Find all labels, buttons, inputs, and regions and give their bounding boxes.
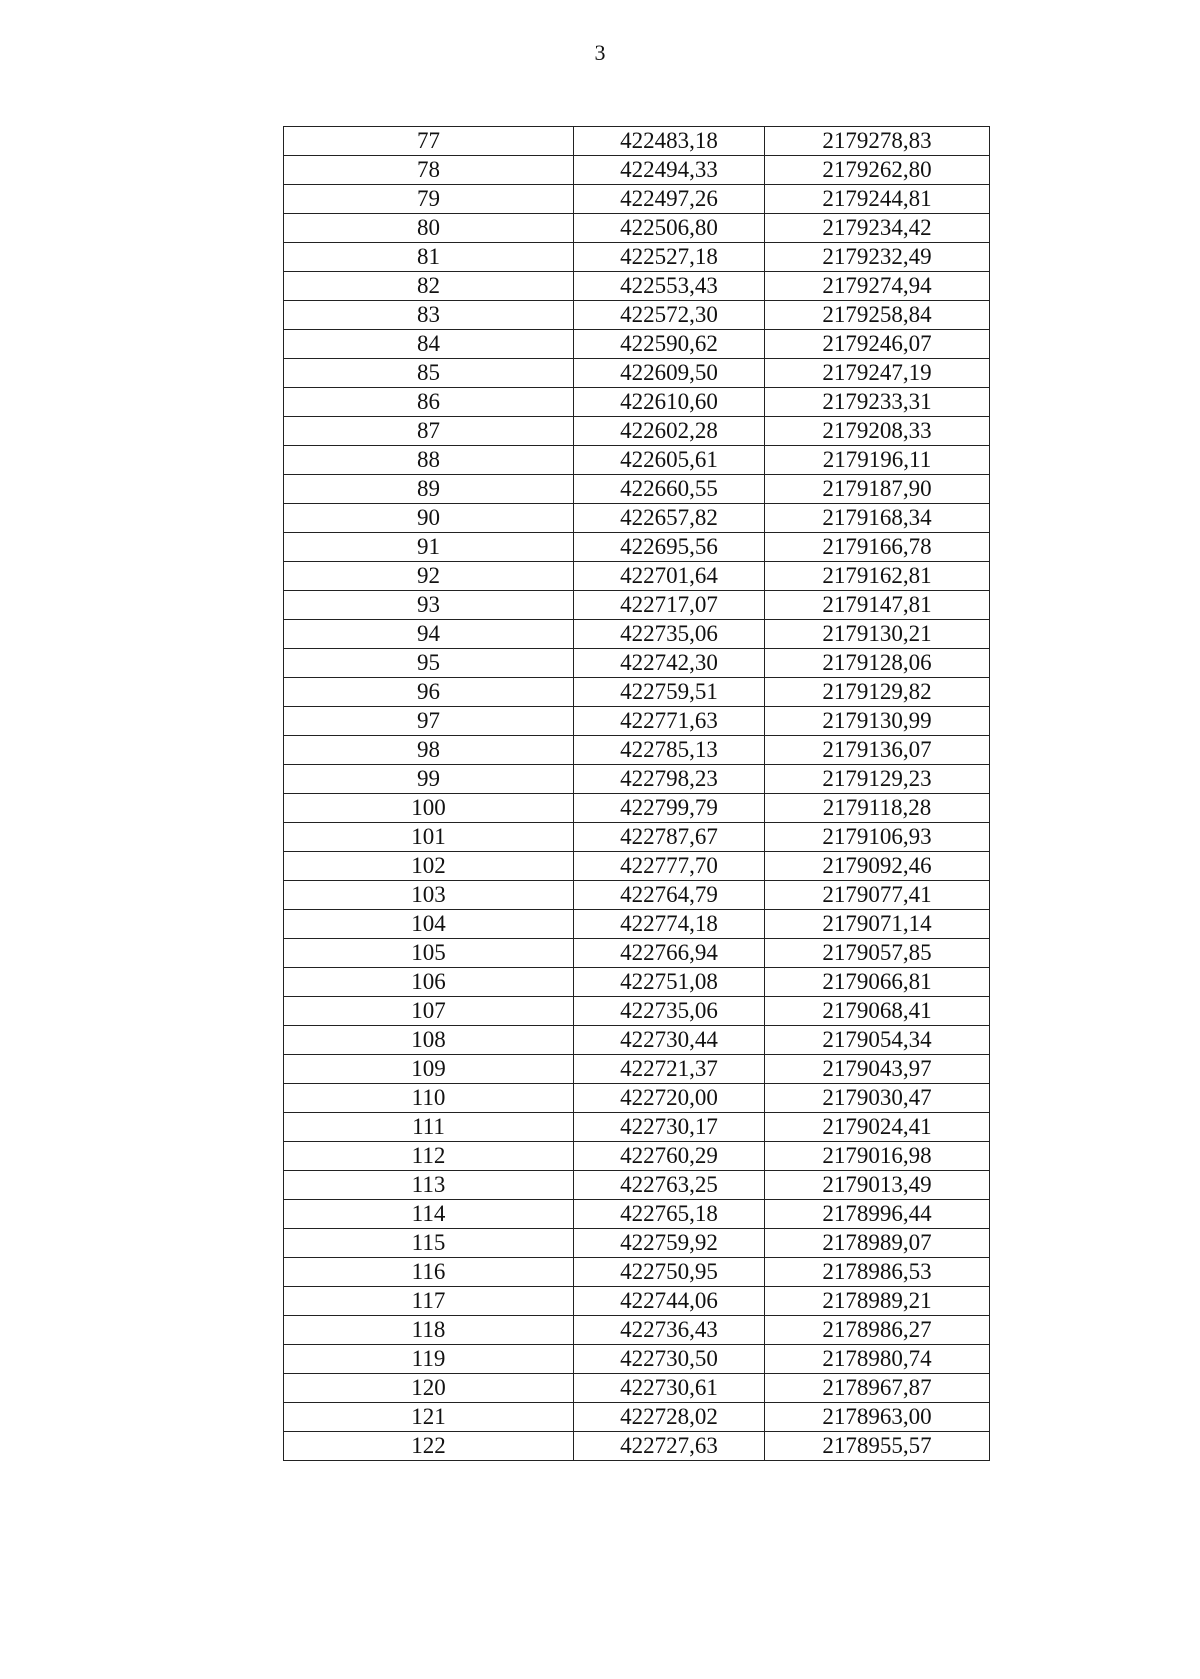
table-row: [284, 1316, 990, 1345]
point-number-cell: 112: [284, 1142, 574, 1171]
table-row: [284, 1084, 990, 1113]
table-row: [284, 968, 990, 997]
table-row: [284, 156, 990, 185]
point-number-cell: 115: [284, 1229, 574, 1258]
x-coordinate-cell: 422720,00: [574, 1084, 765, 1113]
point-number-cell: 79: [284, 185, 574, 214]
point-number-cell: 77: [284, 127, 574, 156]
x-coordinate-cell: 422590,62: [574, 330, 765, 359]
y-coordinate-cell: 2179043,97: [765, 1055, 990, 1084]
table-row: [284, 475, 990, 504]
x-coordinate-cell: 422766,94: [574, 939, 765, 968]
table-row: [284, 881, 990, 910]
x-coordinate-cell: 422763,25: [574, 1171, 765, 1200]
y-coordinate-cell: 2179106,93: [765, 823, 990, 852]
x-coordinate-cell: 422605,61: [574, 446, 765, 475]
point-number-cell: 103: [284, 881, 574, 910]
y-coordinate-cell: 2178967,87: [765, 1374, 990, 1403]
x-coordinate-cell: 422751,08: [574, 968, 765, 997]
table-row: [284, 1374, 990, 1403]
point-number-cell: 83: [284, 301, 574, 330]
table-row: [284, 910, 990, 939]
x-coordinate-cell: 422730,50: [574, 1345, 765, 1374]
table-row: [284, 127, 990, 156]
x-coordinate-cell: 422730,44: [574, 1026, 765, 1055]
x-coordinate-cell: 422727,63: [574, 1432, 765, 1461]
table-row: [284, 823, 990, 852]
table-row: [284, 620, 990, 649]
point-number-cell: 106: [284, 968, 574, 997]
point-number-cell: 121: [284, 1403, 574, 1432]
x-coordinate-cell: 422728,02: [574, 1403, 765, 1432]
x-coordinate-cell: 422759,92: [574, 1229, 765, 1258]
y-coordinate-cell: 2179233,31: [765, 388, 990, 417]
table-row: [284, 1403, 990, 1432]
y-coordinate-cell: 2179024,41: [765, 1113, 990, 1142]
x-coordinate-cell: 422602,28: [574, 417, 765, 446]
y-coordinate-cell: 2179187,90: [765, 475, 990, 504]
point-number-cell: 111: [284, 1113, 574, 1142]
point-number-cell: 102: [284, 852, 574, 881]
x-coordinate-cell: 422787,67: [574, 823, 765, 852]
x-coordinate-cell: 422765,18: [574, 1200, 765, 1229]
x-coordinate-cell: 422527,18: [574, 243, 765, 272]
y-coordinate-cell: 2179118,28: [765, 794, 990, 823]
table-row: [284, 533, 990, 562]
table-row: [284, 504, 990, 533]
x-coordinate-cell: 422506,80: [574, 214, 765, 243]
y-coordinate-cell: 2179016,98: [765, 1142, 990, 1171]
table-row: [284, 707, 990, 736]
table-row: [284, 1142, 990, 1171]
point-number-cell: 105: [284, 939, 574, 968]
point-number-cell: 104: [284, 910, 574, 939]
table-row: [284, 214, 990, 243]
y-coordinate-cell: 2179057,85: [765, 939, 990, 968]
table-row: [284, 185, 990, 214]
y-coordinate-cell: 2179054,34: [765, 1026, 990, 1055]
table-row: [284, 765, 990, 794]
table-row: [284, 562, 990, 591]
table-row: [284, 1200, 990, 1229]
point-number-cell: 87: [284, 417, 574, 446]
y-coordinate-cell: 2179071,14: [765, 910, 990, 939]
x-coordinate-cell: 422744,06: [574, 1287, 765, 1316]
point-number-cell: 113: [284, 1171, 574, 1200]
point-number-cell: 90: [284, 504, 574, 533]
x-coordinate-cell: 422735,06: [574, 620, 765, 649]
x-coordinate-cell: 422721,37: [574, 1055, 765, 1084]
table-row: [284, 997, 990, 1026]
table-row: [284, 1055, 990, 1084]
y-coordinate-cell: 2178955,57: [765, 1432, 990, 1461]
point-number-cell: 86: [284, 388, 574, 417]
point-number-cell: 101: [284, 823, 574, 852]
y-coordinate-cell: 2179129,23: [765, 765, 990, 794]
table-row: [284, 1229, 990, 1258]
x-coordinate-cell: 422771,63: [574, 707, 765, 736]
x-coordinate-cell: 422785,13: [574, 736, 765, 765]
page-number: 3: [594, 40, 606, 65]
x-coordinate-cell: 422695,56: [574, 533, 765, 562]
point-number-cell: 88: [284, 446, 574, 475]
x-coordinate-cell: 422609,50: [574, 359, 765, 388]
y-coordinate-cell: 2179247,19: [765, 359, 990, 388]
y-coordinate-cell: 2179030,47: [765, 1084, 990, 1113]
y-coordinate-cell: 2179162,81: [765, 562, 990, 591]
table-row: [284, 1432, 990, 1461]
point-number-cell: 95: [284, 649, 574, 678]
point-number-cell: 96: [284, 678, 574, 707]
y-coordinate-cell: 2178986,53: [765, 1258, 990, 1287]
coordinates-table: [283, 126, 990, 1461]
x-coordinate-cell: 422610,60: [574, 388, 765, 417]
point-number-cell: 107: [284, 997, 574, 1026]
point-number-cell: 108: [284, 1026, 574, 1055]
x-coordinate-cell: 422657,82: [574, 504, 765, 533]
table-row: [284, 359, 990, 388]
coordinates-table-body: [284, 127, 990, 1461]
y-coordinate-cell: 2178980,74: [765, 1345, 990, 1374]
y-coordinate-cell: 2179234,42: [765, 214, 990, 243]
y-coordinate-cell: 2179246,07: [765, 330, 990, 359]
y-coordinate-cell: 2179232,49: [765, 243, 990, 272]
table-row: [284, 1026, 990, 1055]
table-row: [284, 678, 990, 707]
y-coordinate-cell: 2179130,99: [765, 707, 990, 736]
x-coordinate-cell: 422735,06: [574, 997, 765, 1026]
y-coordinate-cell: 2179077,41: [765, 881, 990, 910]
y-coordinate-cell: 2179128,06: [765, 649, 990, 678]
y-coordinate-cell: 2179278,83: [765, 127, 990, 156]
y-coordinate-cell: 2179244,81: [765, 185, 990, 214]
table-row: [284, 591, 990, 620]
y-coordinate-cell: 2179092,46: [765, 852, 990, 881]
x-coordinate-cell: 422777,70: [574, 852, 765, 881]
point-number-cell: 114: [284, 1200, 574, 1229]
y-coordinate-cell: 2179136,07: [765, 736, 990, 765]
x-coordinate-cell: 422572,30: [574, 301, 765, 330]
point-number-cell: 120: [284, 1374, 574, 1403]
point-number-cell: 117: [284, 1287, 574, 1316]
table-row: [284, 852, 990, 881]
y-coordinate-cell: 2179147,81: [765, 591, 990, 620]
point-number-cell: 85: [284, 359, 574, 388]
point-number-cell: 122: [284, 1432, 574, 1461]
table-row: [284, 1287, 990, 1316]
point-number-cell: 78: [284, 156, 574, 185]
point-number-cell: 99: [284, 765, 574, 794]
table-row: [284, 272, 990, 301]
point-number-cell: 94: [284, 620, 574, 649]
y-coordinate-cell: 2179129,82: [765, 678, 990, 707]
x-coordinate-cell: 422750,95: [574, 1258, 765, 1287]
y-coordinate-cell: 2178963,00: [765, 1403, 990, 1432]
table-row: [284, 1113, 990, 1142]
point-number-cell: 110: [284, 1084, 574, 1113]
point-number-cell: 109: [284, 1055, 574, 1084]
table-row: [284, 939, 990, 968]
point-number-cell: 80: [284, 214, 574, 243]
table-row: [284, 417, 990, 446]
y-coordinate-cell: 2178989,07: [765, 1229, 990, 1258]
y-coordinate-cell: 2179262,80: [765, 156, 990, 185]
x-coordinate-cell: 422742,30: [574, 649, 765, 678]
point-number-cell: 97: [284, 707, 574, 736]
y-coordinate-cell: 2179196,11: [765, 446, 990, 475]
y-coordinate-cell: 2179130,21: [765, 620, 990, 649]
point-number-cell: 92: [284, 562, 574, 591]
point-number-cell: 100: [284, 794, 574, 823]
x-coordinate-cell: 422553,43: [574, 272, 765, 301]
point-number-cell: 82: [284, 272, 574, 301]
table-row: [284, 301, 990, 330]
y-coordinate-cell: 2179208,33: [765, 417, 990, 446]
table-row: [284, 1258, 990, 1287]
x-coordinate-cell: 422660,55: [574, 475, 765, 504]
x-coordinate-cell: 422736,43: [574, 1316, 765, 1345]
point-number-cell: 98: [284, 736, 574, 765]
y-coordinate-cell: 2179274,94: [765, 272, 990, 301]
y-coordinate-cell: 2179166,78: [765, 533, 990, 562]
table-row: [284, 736, 990, 765]
table-row: [284, 1171, 990, 1200]
y-coordinate-cell: 2178986,27: [765, 1316, 990, 1345]
point-number-cell: 118: [284, 1316, 574, 1345]
x-coordinate-cell: 422483,18: [574, 127, 765, 156]
point-number-cell: 116: [284, 1258, 574, 1287]
x-coordinate-cell: 422497,26: [574, 185, 765, 214]
x-coordinate-cell: 422717,07: [574, 591, 765, 620]
y-coordinate-cell: 2178989,21: [765, 1287, 990, 1316]
table-row: [284, 1345, 990, 1374]
x-coordinate-cell: 422730,17: [574, 1113, 765, 1142]
y-coordinate-cell: 2179013,49: [765, 1171, 990, 1200]
point-number-cell: 93: [284, 591, 574, 620]
table-row: [284, 446, 990, 475]
y-coordinate-cell: 2179258,84: [765, 301, 990, 330]
y-coordinate-cell: 2179066,81: [765, 968, 990, 997]
table-row: [284, 330, 990, 359]
x-coordinate-cell: 422760,29: [574, 1142, 765, 1171]
point-number-cell: 84: [284, 330, 574, 359]
table-row: [284, 649, 990, 678]
y-coordinate-cell: 2179168,34: [765, 504, 990, 533]
x-coordinate-cell: 422774,18: [574, 910, 765, 939]
table-row: [284, 388, 990, 417]
x-coordinate-cell: 422798,23: [574, 765, 765, 794]
x-coordinate-cell: 422764,79: [574, 881, 765, 910]
x-coordinate-cell: 422701,64: [574, 562, 765, 591]
x-coordinate-cell: 422799,79: [574, 794, 765, 823]
x-coordinate-cell: 422759,51: [574, 678, 765, 707]
y-coordinate-cell: 2178996,44: [765, 1200, 990, 1229]
x-coordinate-cell: 422494,33: [574, 156, 765, 185]
point-number-cell: 89: [284, 475, 574, 504]
point-number-cell: 119: [284, 1345, 574, 1374]
point-number-cell: 81: [284, 243, 574, 272]
table-row: [284, 794, 990, 823]
x-coordinate-cell: 422730,61: [574, 1374, 765, 1403]
table-row: [284, 243, 990, 272]
y-coordinate-cell: 2179068,41: [765, 997, 990, 1026]
point-number-cell: 91: [284, 533, 574, 562]
